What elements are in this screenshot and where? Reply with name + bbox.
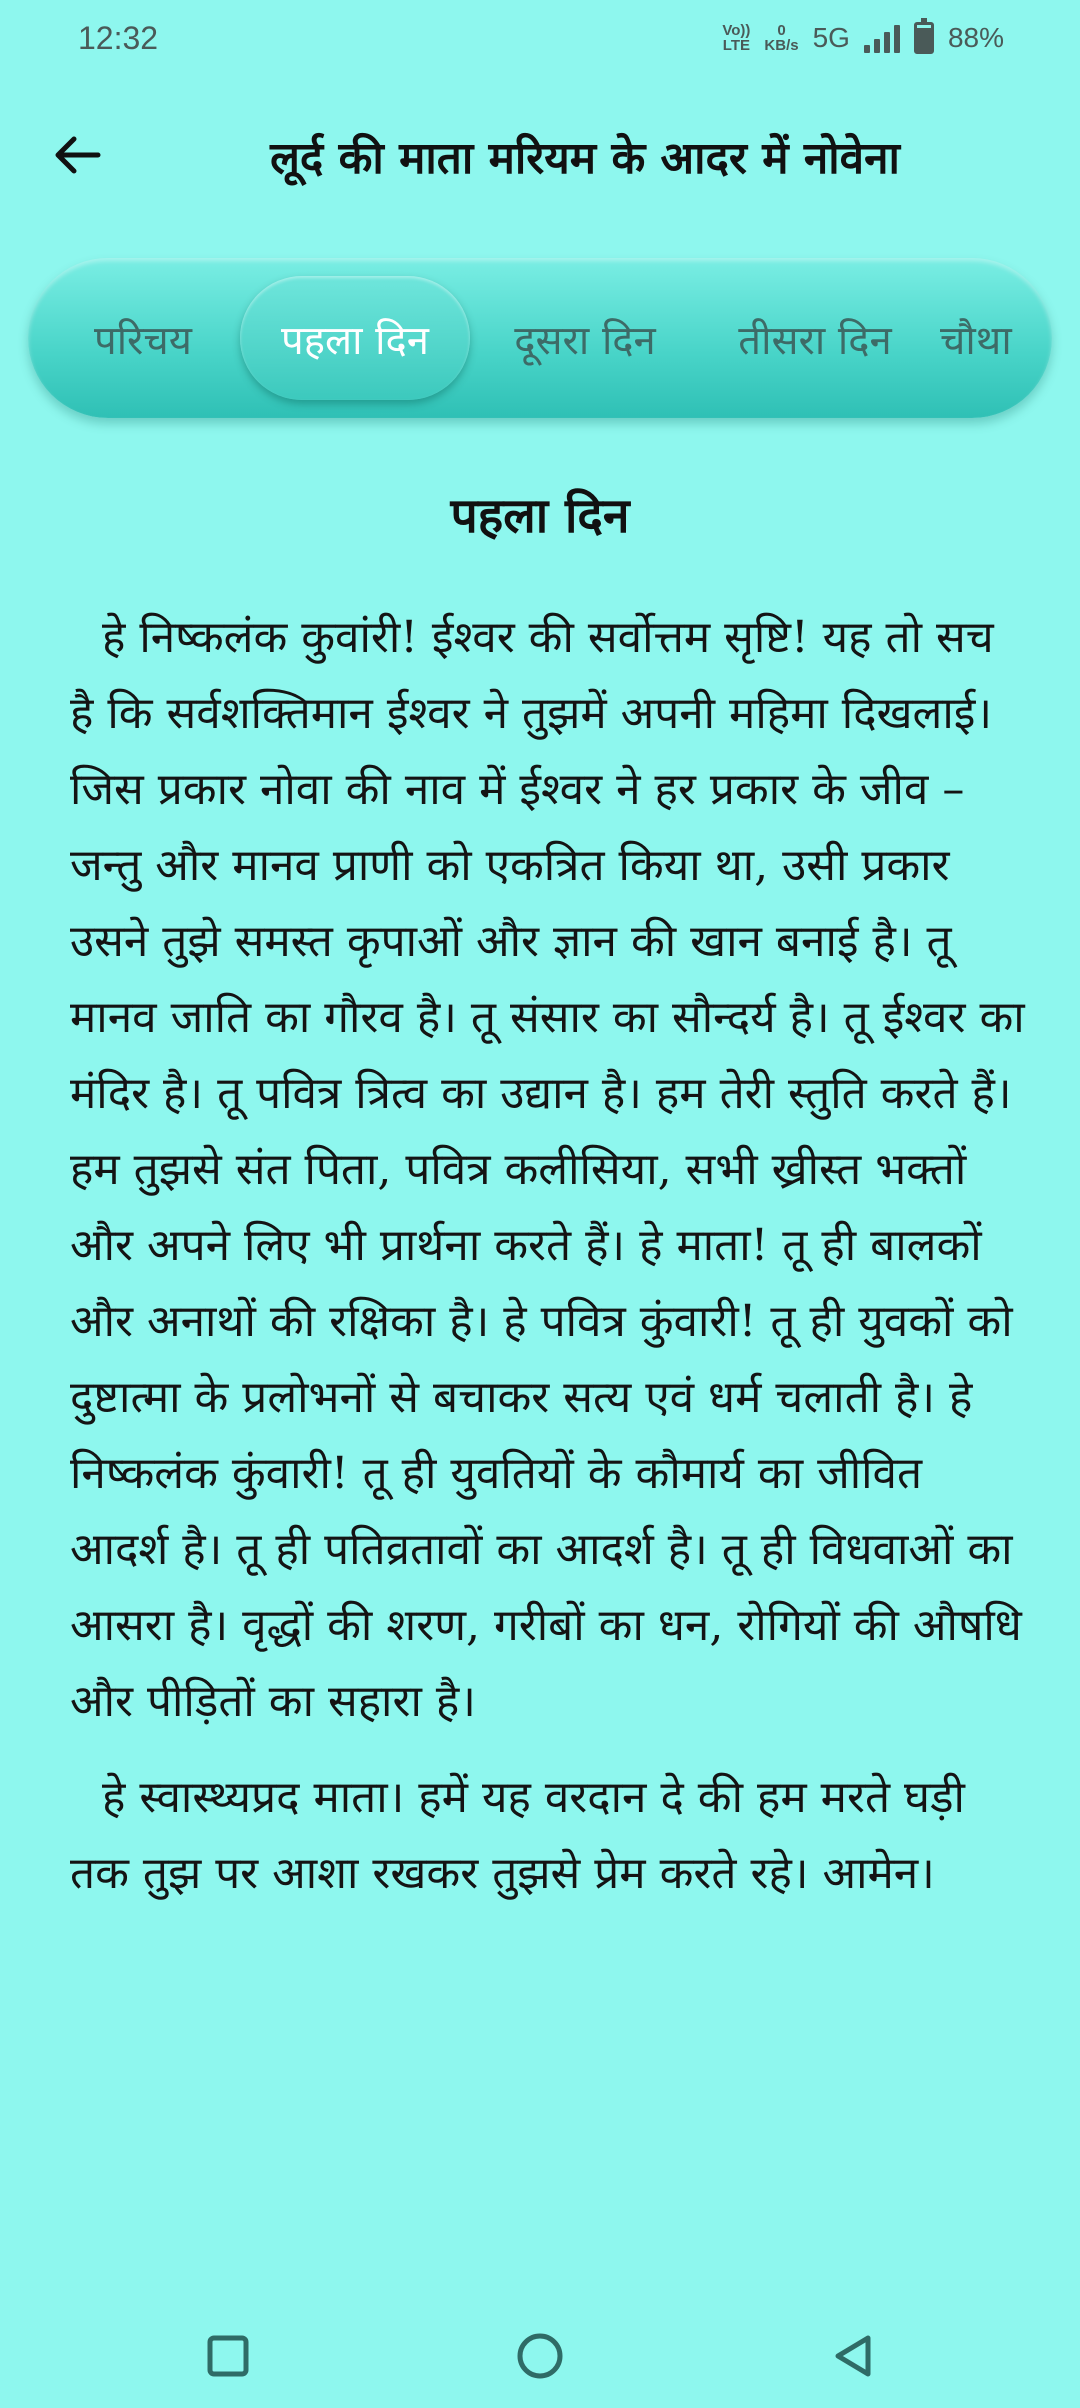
battery-icon [914,22,934,54]
data-rate-unit: KB/s [764,37,799,54]
tab-day-2[interactable]: दूसरा दिन [514,317,656,364]
arrow-left-icon [52,135,102,175]
data-rate-value: 0 [777,22,786,39]
system-nav-bar [0,2300,1080,2408]
tab-day-3[interactable]: तीसरा दिन [738,317,892,364]
prayer-content [70,600,1030,2268]
volte-top-label: Vo)) [722,22,751,39]
tab-intro[interactable]: परिचय [93,317,193,364]
status-time: 12:32 [78,20,159,56]
data-rate [764,23,798,53]
status-icons [722,18,1004,58]
prayer-paragraph: हे निष्कलंक कुवांरी! ईश्वर की सर्वोत्तम सृष्टि! यह तो सच है कि सर्वशक्तिमान ईश्वर ने तुझमें अपनी महिमा दिखलाई। जिस प्रकार नोवा की नाव में ईश्वर ने हर प्रकार के जीव – जन्तु और मानव प्राणी को एकत्रित किया था, उसी प्रकार उसने तुझे समस्त कृपाओं और ज्ञान की खान बनाई है। तू मानव जाति का गौरव है। तू संसार का सौन्दर्य है। तू ईश्वर का मंदिर है। तू पवित्र त्रित्व का उद्यान है। हम तेरी स्तुति करते हैं। हम तुझसे संत पिता, पवित्र कलीसिया, सभी ख्रीस्त भक्तों और अपने लिए भी प्रार्थना करते हैं। हे माता! तू ही बालकों और अनाथों की रक्षिका है। हे पवित्र कुंवारी! तू ही युवकों को दुष्टात्मा के प्रलोभनों से बचाकर सत्य एवं धर्म चलाती है। हे निष्कलंक कुंवारी! तू ही युवतियों के कौमार्य का जीवित आदर्श है। तू ही पतिव्रतावों का आदर्श है। तू ही विधवाओं का आसरा है। वृद्धों की शरण, गरीबों का धन, रोगियों की औषधि और पीड़ितों का सहारा है। [70,612,1025,1727]
day-tabs [28,258,1052,418]
circle-icon [515,2331,565,2381]
triangle-back-icon [830,2333,874,2379]
volte-bottom-label: LTE [722,37,750,54]
prayer-paragraph: हे स्वास्थ्यप्रद माता। हमें यह वरदान दे की हम मरते घड़ी तक तुझ पर आशा रखकर तुझसे प्रेम करते रहे। आमेन। [70,1772,965,1899]
back-button[interactable] [44,122,110,188]
volte-icon [722,23,750,53]
tab-day-1[interactable]: पहला दिन [240,276,470,400]
status-bar [0,0,1080,78]
page-title: लूर्द की माता मरियम के आदर में नोवेना [270,133,900,184]
network-type: 5G [812,22,850,53]
section-title: पहला दिन [450,488,630,544]
nav-back-button[interactable] [812,2320,892,2392]
square-icon [206,2334,250,2378]
app-bar [0,110,1080,200]
tab-day-4[interactable]: चौथा [940,317,1012,364]
battery-percent: 88% [947,22,1004,53]
signal-icon [864,23,900,53]
recents-button[interactable] [188,2320,268,2392]
home-button[interactable] [500,2320,580,2392]
